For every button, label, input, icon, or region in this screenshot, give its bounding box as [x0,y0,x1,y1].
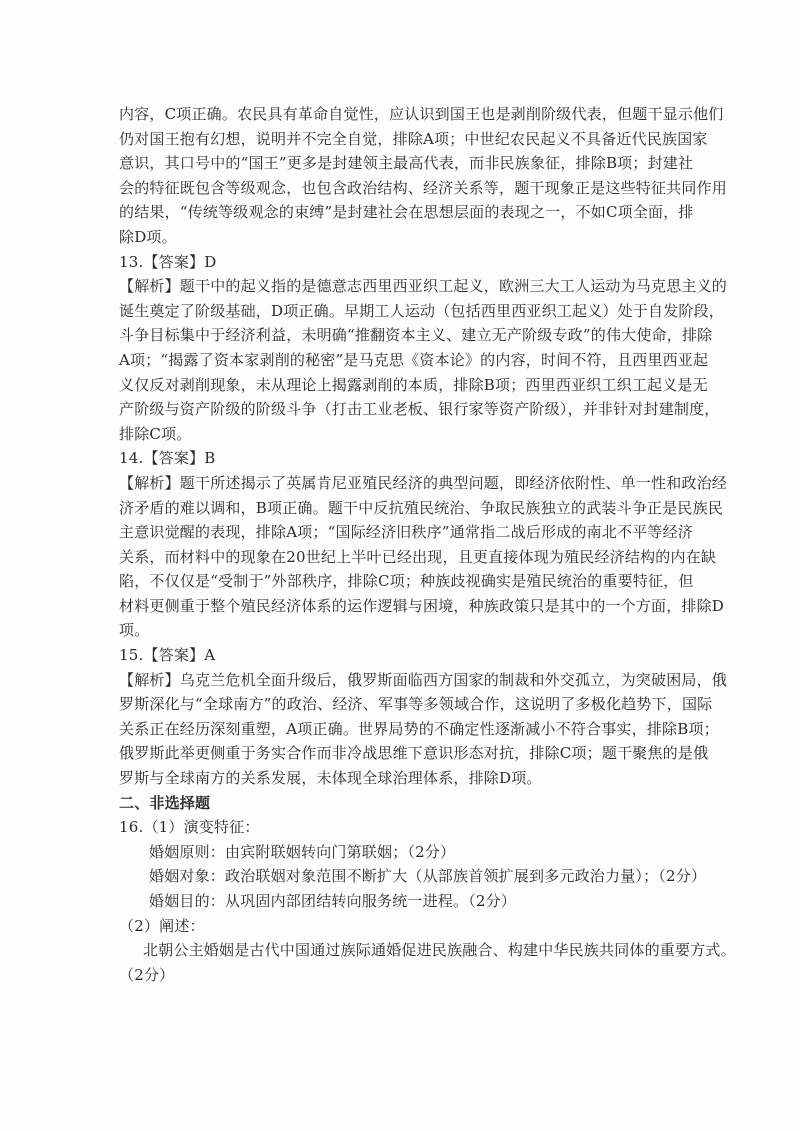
text-line: （2分） [119,965,175,984]
text-line: 斗争目标集中于经济利益，未明确“推翻资本主义、建立无产阶级专政”的伟大使命，排除 [119,326,713,345]
text-line: 除D项。 [119,227,177,246]
text-line: 关系正在经历深刻重塑，A项正确。世界局势的不确定性逐渐减小不符合事实，排除B项； [119,719,719,738]
text-line: 婚姻对象：政治联姻对象范围不断扩大（从部族首领扩展到多元政治力量）；（2分） [149,867,707,886]
document-body [119,102,736,987]
text-line: 会的特征既包含等级观念，也包含政治结构、经济关系等，题干现象正是这些特征共同作用 [119,178,728,197]
text-line: 关系，而材料中的现象在20世纪上半叶已经出现，且更直接体现为殖民经济结构的内在缺 [119,547,717,566]
text-line: 项。 [119,621,150,640]
section-heading: 二、非选择题 [119,793,211,812]
question-heading-16: 16.（1）演变特征： [119,818,260,837]
sub-question-heading: （2）阐述： [119,916,205,935]
text-line: 义仅反对剥削现象，未从理论上揭露剥削的本质，排除B项；西里西亚织工织工起义是无 [119,375,708,394]
text-line: 仍对国王抱有幻想，说明并不完全自觉，排除A项；中世纪农民起义不具备近代民族国家 [119,129,708,148]
text-line: 材料更侧重于整个殖民经济体系的运作逻辑与困境，种族政策只是其中的一个方面，排除D [119,596,725,615]
text-line: 罗斯与全球南方的关系发展，未体现全球治理体系，排除D项。 [119,769,542,788]
text-line: 婚姻目的：从巩固内部团结转向服务统一进程。（2分） [149,892,517,910]
text-line: 俄罗斯此举更侧重于务实合作而非冷战思维下意识形态对抗，排除C项；题干聚焦的是俄 [119,744,709,763]
answer-heading-15: 15.【答案】A [119,646,216,665]
text-line: 意识，其口号中的“国王”更多是封建领主最高代表，而非民族象征，排除B项；封建社 [119,154,694,173]
text-line: 婚姻原则：由宾附联姻转向门第联姻；（2分） [149,842,456,861]
answer-heading-13: 13.【答案】D [119,252,217,271]
text-line: 济矛盾的难以调和，B项正确。题干中反抗殖民统治、争取民族独立的武装斗争正是民族民 [119,498,724,517]
text-line: A项；“揭露了资本家剥削的秘密”是马克思《资本论》的内容，时间不符，且西里西亚起 [119,350,709,369]
text-line: 诞生奠定了阶级基础，D项正确。早期工人运动（包括西里西亚织工起义）处于自发阶段， [119,301,725,320]
text-line: 北朝公主婚姻是古代中国通过族际通婚促进民族融合、构建中华民族共同体的重要方式。 [143,941,736,960]
text-line: 【解析】题干所述揭示了英属肯尼亚殖民经济的典型问题，即经济依附性、单一性和政治经 [119,473,728,492]
text-line: 陷，不仅仅是“受制于”外部秩序，排除C项；种族歧视确实是殖民统治的重要特征，但 [119,572,694,591]
text-line: 产阶级与资产阶级的阶级斗争（打击工业老板、银行家等资产阶级），并非针对封建制度， [119,400,720,419]
text-line: 【解析】题干中的起义指的是德意志西里西亚织工起义，欧洲三大工人运动为马克思主义的 [119,277,728,296]
text-line: 的结果，“传统等级观念的束缚”是封建社会在思想层面的表现之一，不如C项全面，排 [119,203,694,222]
text-line: 主意识觉醒的表现，排除A项；“国际经济旧秩序”通常指二战后形成的南北不平等经济 [119,523,693,542]
text-line: 内容，C项正确。农民具有革命自觉性，应认识到国王也是剥削阶级代表，但题干显示他们 [119,105,724,123]
answer-heading-14: 14.【答案】B [119,449,216,468]
text-line: 【解析】乌克兰危机全面升级后，俄罗斯面临西方国家的制裁和外交孤立，为突破困局，俄 [119,670,728,689]
text-line: 排除C项。 [119,424,192,443]
text-line: 罗斯深化与“全球南方”的政治、经济、军事等多领域合作，这说明了多极化趋势下，国际 [119,695,713,714]
